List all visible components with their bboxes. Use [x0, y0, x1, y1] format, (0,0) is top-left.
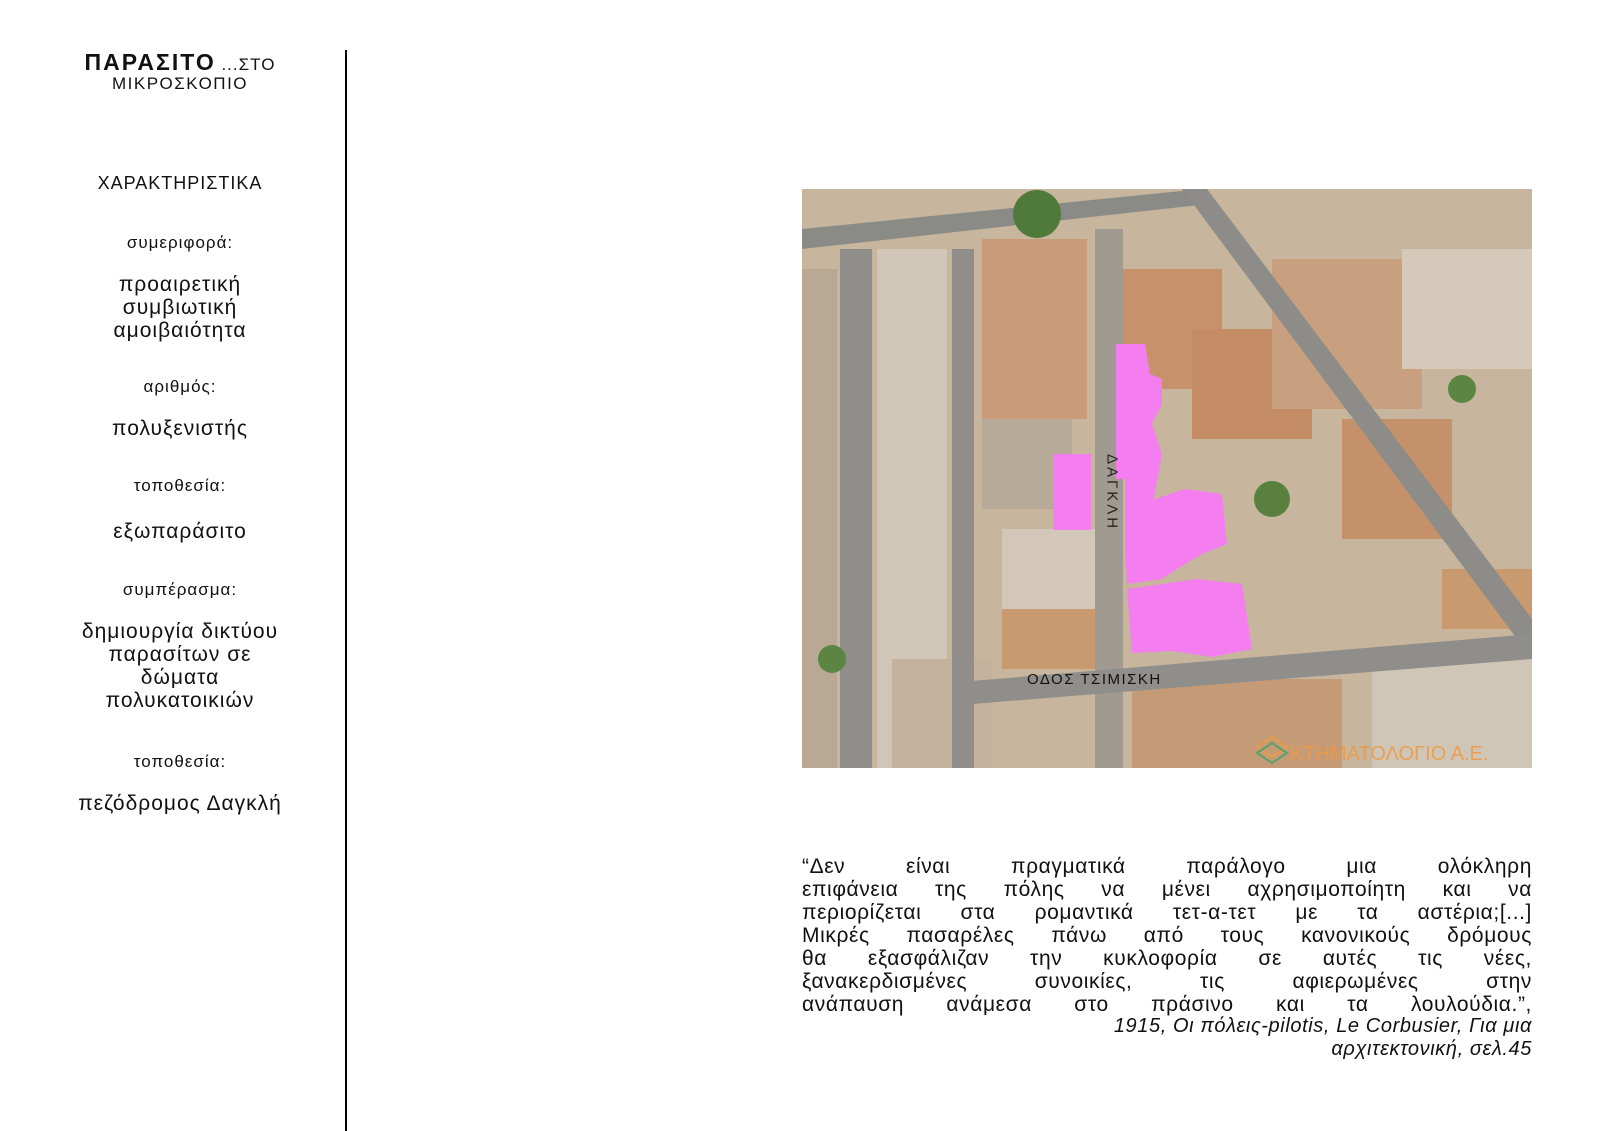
- characteristics-heading: ΧΑΡΑΚΤΗΡΙΣΤΙΚΑ: [97, 173, 263, 193]
- quote-citation: [802, 1015, 1532, 1061]
- citation-line: 1915, Οι πόλεις-pilotis, Le Corbusier, Για μια: [1113, 1015, 1532, 1037]
- value-line: δώματα: [140, 666, 220, 689]
- section-value: [0, 792, 360, 815]
- value-line: δημιουργία δικτύου: [81, 620, 279, 643]
- section-value: [0, 273, 360, 342]
- aerial-map: [802, 189, 1532, 768]
- quote-line: επιφάνεια της πόλης να μένει αχρησιμοποίητη και να: [802, 878, 1532, 901]
- sidebar: [0, 0, 348, 1131]
- quote-line: ανάπαυση ανάμεσα στο πράσινο και τα λουλούδια.”,: [802, 993, 1532, 1016]
- value-line: προαιρετική: [118, 273, 242, 296]
- quote-line: Μικρές πασαρέλες πάνω από τους κανονικούς δρόμους: [802, 924, 1532, 947]
- title-bold: ΠΑΡΑΣΙΤΟ: [84, 49, 216, 75]
- section-label: αριθμός:: [143, 377, 217, 396]
- section-label: τοποθεσία:: [133, 752, 227, 771]
- quote-line: “Δεν είναι πραγματικά παράλογο μια ολόκληρη: [802, 855, 1532, 878]
- citation-line: αρχιτεκτονική, σελ.45: [1331, 1038, 1532, 1060]
- section-value: [0, 520, 360, 543]
- page-title: [0, 49, 360, 94]
- section-label: τοποθεσία:: [133, 476, 227, 495]
- value-line: πολυξενιστής: [112, 417, 248, 440]
- vertical-divider: [345, 50, 347, 1131]
- value-line: πεζόδρομος Δαγκλή: [78, 792, 282, 815]
- value-line: πολυκατοικιών: [105, 689, 255, 712]
- section-label: συμεριφορά:: [126, 233, 234, 252]
- title-rest: ...ΣΤΟ: [215, 55, 276, 74]
- quote-text: [802, 855, 1532, 1016]
- quote-line: ξανακερδισμένες συνοικίες, τις αφιερωμένες στην: [802, 970, 1532, 993]
- value-line: παρασίτων σε: [108, 643, 252, 666]
- quote-line: περιορίζεται στα ρομαντικά τετ-α-τετ με τα αστέρια;[...]: [802, 901, 1532, 924]
- quote-line: θα εξασφάλιζαν την κυκλοφορία σε αυτές τις νέες,: [802, 947, 1532, 970]
- section-value: [0, 620, 360, 712]
- section-value: [0, 417, 360, 440]
- street-label-horizontal: ΟΔΟΣ ΤΣΙΜΙΣΚΗ: [1027, 671, 1162, 688]
- value-line: εξωπαράσιτο: [113, 520, 247, 543]
- value-line: συμβιωτική: [122, 296, 238, 319]
- section-label: συμπέρασμα:: [122, 580, 238, 599]
- street-label-vertical: ΔΑΓΚΛΗ: [1103, 454, 1121, 532]
- title-line2: ΜΙΚΡΟΣΚΟΠΙΟ: [111, 74, 249, 93]
- value-line: αμοιβαιότητα: [113, 319, 247, 342]
- watermark-text: ΚΤΗΜΑΤΟΛΟΓΙΟ Α.Ε.: [1290, 743, 1489, 765]
